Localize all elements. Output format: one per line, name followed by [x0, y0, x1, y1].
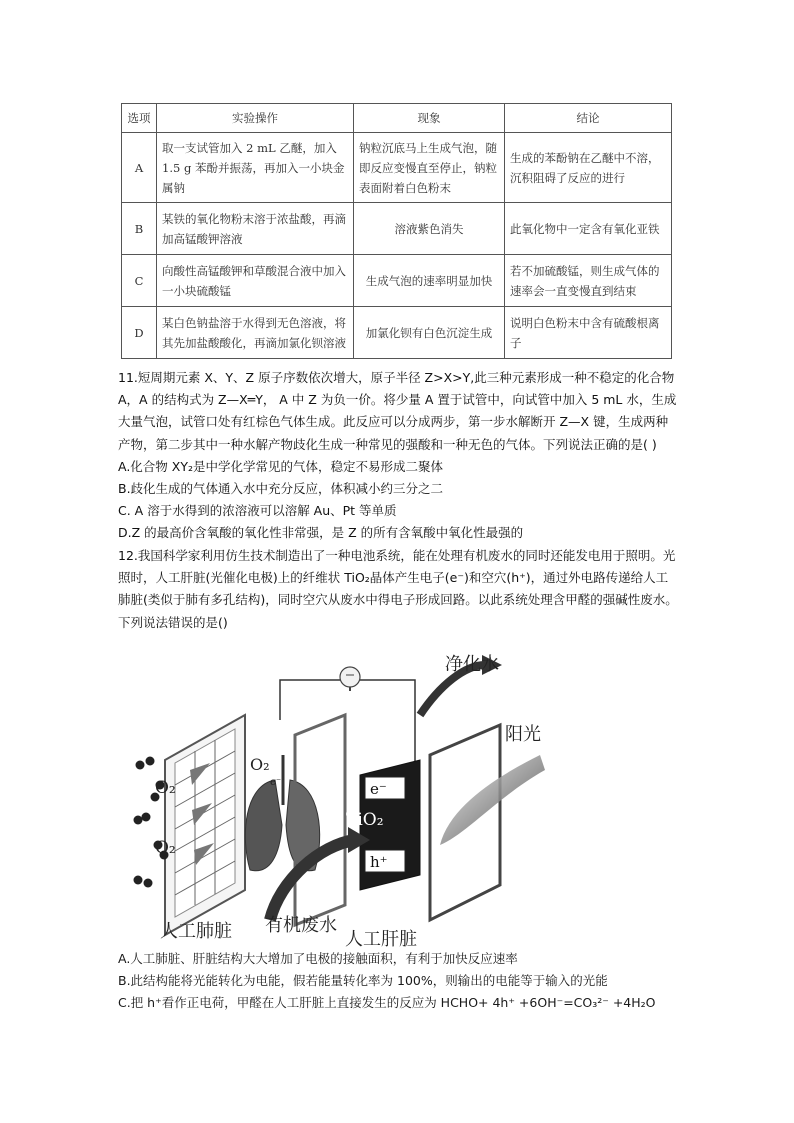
question-11-option-b: B.歧化生成的气体通入水中充分反应，体积减小约三分之二 [118, 481, 444, 497]
question-12 [118, 545, 678, 634]
row-operation: 取一支试管加入 2 mL 乙醚，加入 1.5 g 苯酚并振荡，再加入一小块金属钠 [157, 133, 354, 203]
light-bulb-icon [340, 667, 360, 691]
experiment-table [121, 103, 672, 359]
label-o2-lung: O₂ [250, 755, 270, 774]
question-12-stem: 12.我国科学家利用仿生技术制造出了一种电池系统，能在处理有机废水的同时还能发电用于照明。光照时，人工肝脏(光催化电极)上的纤维状 TiO₂晶体产生电子(e⁻)和空穴(h⁺)，通过外电路传递给人工肺脏(类似于肺有多孔结构)，同时空穴从废水中得电子形成回路。以此系统处理含甲醛的强碱性废水。下列说法错误的是() [118, 548, 678, 630]
row-conclusion: 说明白色粉末中含有硫酸根离子 [505, 307, 672, 359]
label-e-lung: e⁻ [270, 777, 282, 788]
row-option: A [122, 133, 157, 203]
row-conclusion: 若不加硫酸锰，则生成气体的速率会一直变慢直到结束 [505, 255, 672, 307]
artificial-lung-electrode [165, 715, 245, 935]
row-option: D [122, 307, 157, 359]
header-phenomenon: 现象 [354, 104, 505, 133]
label-artificial-lung: 人工肺脏 [160, 921, 232, 942]
row-conclusion: 此氧化物中一定含有氧化亚铁 [505, 203, 672, 255]
question-12-option-a: A.人工肺脏、肝脏结构大大增加了电极的接触面积，有利于加快反应速率 [118, 951, 518, 966]
question-11-option-a: A.化合物 XY₂是中学化学常见的气体，稳定不易形成二聚体 [118, 458, 443, 474]
label-o2-left-bottom: O₂ [155, 838, 176, 858]
circuit-wire [280, 680, 415, 775]
table-row [122, 133, 672, 203]
row-phenomenon: 溶液紫色消失 [354, 203, 505, 255]
question-12-options [118, 948, 678, 1015]
table-header-row [122, 104, 672, 133]
waste-water-arrow [270, 840, 355, 920]
label-sunlight: 阳光 [505, 724, 541, 745]
label-electron: e⁻ [370, 780, 387, 798]
row-option: C [122, 255, 157, 307]
question-11-option-c: C. A 溶于水得到的浓溶液可以溶解 Au、Pt 等单质 [118, 503, 397, 519]
sunlight-beam [440, 755, 545, 845]
battery-system-figure [120, 645, 560, 950]
question-11-option-d: D.Z 的最高价含氧酸的氧化性非常强，是 Z 的所有含氧酸中氧化性最强的 [118, 525, 524, 541]
row-conclusion: 生成的苯酚钠在乙醚中不溶，沉积阻碍了反应的进行 [505, 133, 672, 203]
table-row [122, 203, 672, 255]
row-operation: 某白色钠盐溶于水得到无色溶液，将其先加盐酸酸化，再滴加氯化钡溶液 [157, 307, 354, 359]
question-11 [118, 367, 678, 545]
table-row [122, 255, 672, 307]
label-tio2: TiO₂ [346, 810, 384, 830]
header-option: 选项 [122, 104, 157, 133]
header-conclusion: 结论 [505, 104, 672, 133]
question-11-stem: 11.短周期元素 X、Y、Z 原子序数依次增大，原子半径 Z>X>Y,此三种元素形成一种不稳定的化合物 A，A 的结构式为 Z—X═Y， A 中 Z 为负一价。将少量 A 置于试管中，向试管中加入 5 mL 水，生成大量气泡，试管口处有红棕色气体生成。此反应可以分成两步，第一步水解断开 Z—X 键，生成两种产物，第二步其中一种水解产物歧化生成一种常见的强酸和一种无色的气体。下列说法正确的是( ) [118, 370, 677, 452]
question-12-option-b: B.此结构能将光能转化为电能，假若能量转化率为 100%，则输出的电能等于输入的光能 [118, 973, 608, 989]
row-phenomenon: 生成气泡的速率明显加快 [354, 255, 505, 307]
row-operation: 某铁的氧化物粉末溶于浓盐酸，再滴加高锰酸钾溶液 [157, 203, 354, 255]
question-12-option-c: C.把 h⁺看作正电荷，甲醛在人工肝脏上直接发生的反应为 HCHO+ 4h⁺ +6OH⁻=CO₃²⁻ +4H₂O [118, 995, 656, 1011]
row-operation: 向酸性高锰酸钾和草酸混合液中加入一小块硫酸锰 [157, 255, 354, 307]
row-phenomenon: 钠粒沉底马上生成气泡，随即反应变慢直至停止，钠粒表面附着白色粉末 [354, 133, 505, 203]
label-hole: h⁺ [370, 853, 388, 871]
row-option: B [122, 203, 157, 255]
label-waste-water: 有机废水 [265, 915, 337, 936]
oxygen-molecules [134, 757, 169, 888]
table-row [122, 307, 672, 359]
row-phenomenon: 加氯化钡有白色沉淀生成 [354, 307, 505, 359]
label-purified-water: 净化水 [445, 654, 499, 675]
label-artificial-liver: 人工肝脏 [345, 929, 417, 950]
header-operation: 实验操作 [157, 104, 354, 133]
label-o2-left-top: O₂ [155, 778, 176, 798]
